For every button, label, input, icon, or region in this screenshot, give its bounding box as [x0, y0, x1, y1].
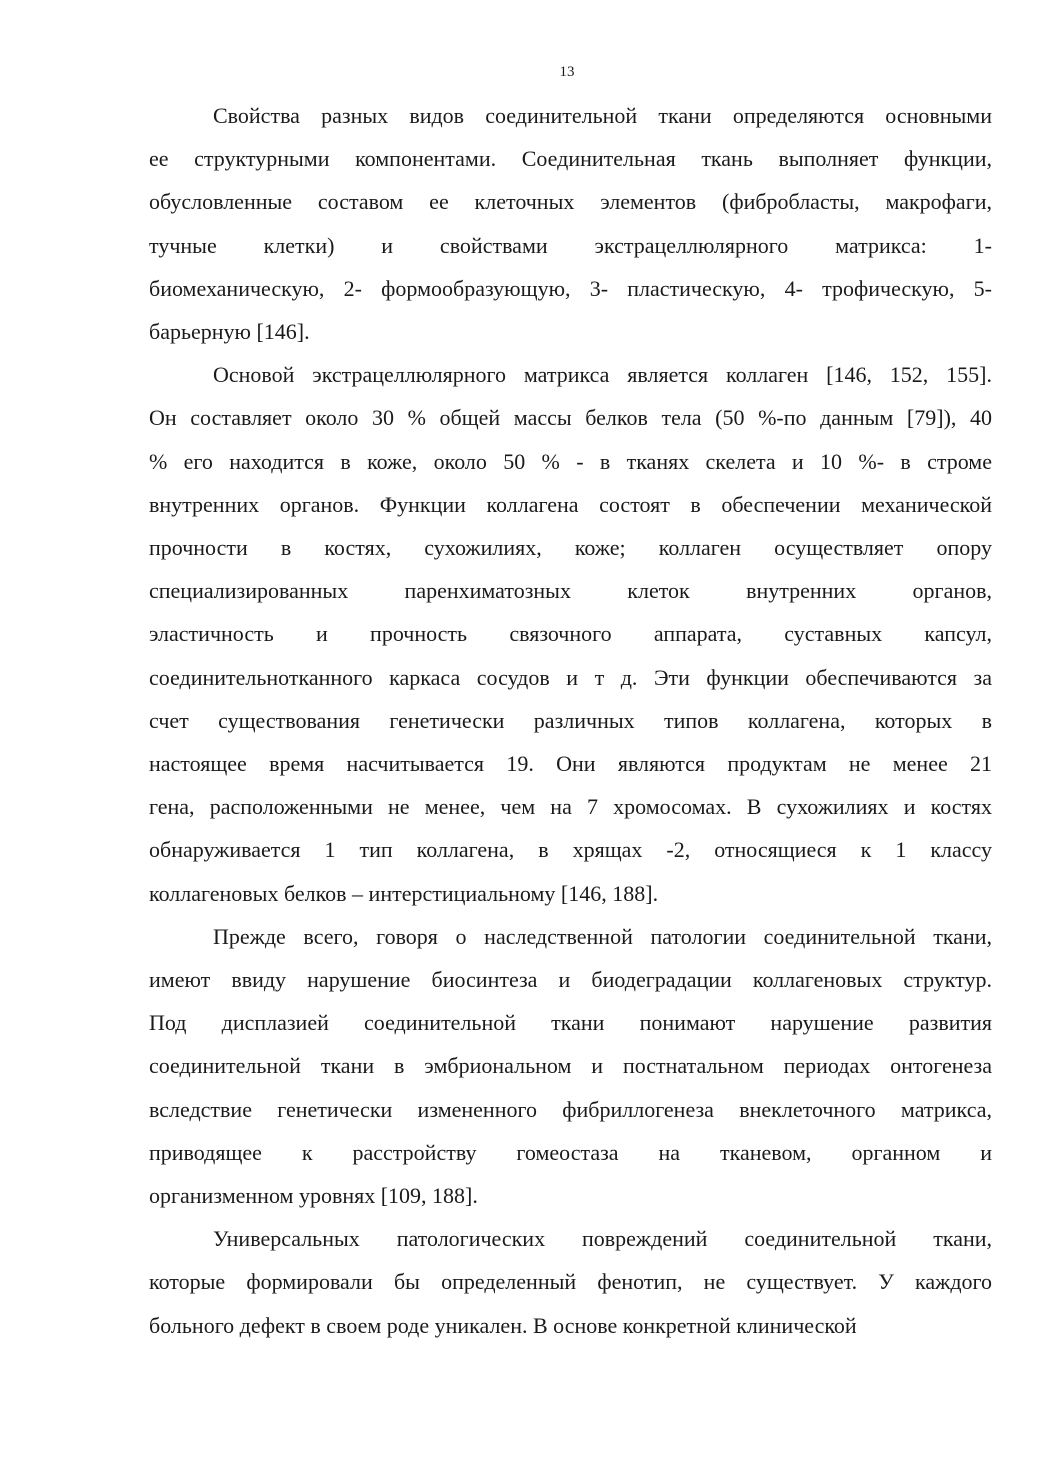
text-line: обнаруживается 1 тип коллагена, в хрящах -2, относящиеся к 1 классу — [149, 837, 992, 863]
text-line: вследствие генетически измененного фибриллогенеза внеклеточного матрикса, — [149, 1096, 992, 1122]
paragraph-2 — [149, 353, 992, 915]
paragraph-1 — [149, 94, 992, 353]
text-line: Универсальных патологических повреждений соединительной ткани, — [213, 1226, 992, 1252]
text-line: счет существования генетически различных типов коллагена, которых в — [149, 707, 992, 733]
text-line: Под дисплазией соединительной ткани понимают нарушение развития — [149, 1010, 992, 1036]
text-line: организменном уровнях [109, 188]. — [149, 1183, 478, 1209]
text-line: гена, расположенными не менее, чем на 7 хромосомах. В сухожилиях и костях — [149, 794, 992, 820]
text-line: приводящее к расстройству гомеостаза на тканевом, органном и — [149, 1139, 992, 1165]
paragraph-4 — [149, 1217, 992, 1347]
text-line: внутренних органов. Функции коллагена состоят в обеспечении механической — [149, 491, 992, 517]
text-line: прочности в костях, сухожилиях, коже; коллаген осуществляет опору — [149, 535, 992, 561]
paragraph-3 — [149, 915, 992, 1217]
text-line: Он составляет около 30 % общей массы белков тела (50 %-по данным [79]), 40 — [149, 405, 992, 431]
text-line: обусловленные составом ее клеточных элементов (фибробласты, макрофаги, — [149, 189, 992, 215]
text-line: % его находится в коже, около 50 % - в тканях скелета и 10 %- в строме — [149, 448, 992, 474]
text-line: эластичность и прочность связочного аппарата, суставных капсул, — [149, 621, 992, 647]
page-number: 13 — [559, 64, 575, 80]
text-line: Свойства разных видов соединительной ткани определяются основными — [213, 103, 992, 128]
text-line: соединительной ткани в эмбриональном и постнатальном периодах онтогенеза — [149, 1053, 992, 1079]
text-line: которые формировали бы определенный фенотип, не существует. У каждого — [149, 1269, 992, 1295]
text-line: ее структурными компонентами. Соединительная ткань выполняет функции, — [149, 146, 992, 172]
text-line: специализированных паренхиматозных клеток внутренних органов, — [149, 578, 992, 604]
text-line: барьерную [146]. — [149, 319, 310, 345]
document-body — [149, 94, 992, 1347]
text-line: настоящее время насчитывается 19. Они являются продуктам не менее 21 — [149, 751, 992, 777]
text-line: биомеханическую, 2- формообразующую, 3- пластическую, 4- трофическую, 5- — [149, 275, 992, 301]
text-line: Основой экстрацеллюлярного матрикса является коллаген [146, 152, 155]. — [213, 362, 992, 388]
text-line: коллагеновых белков – интерстициальному [146, 188]. — [149, 880, 659, 906]
text-line: Прежде всего, говоря о наследственной патологии соединительной ткани, — [213, 923, 992, 949]
text-line: соединительнотканного каркаса сосудов и т д. Эти функции обеспечиваются за — [149, 664, 992, 690]
text-line: имеют ввиду нарушение биосинтеза и биодеградации коллагеновых структур. — [149, 967, 992, 993]
text-line: больного дефект в своем роде уникален. В основе конкретной клинической — [149, 1312, 857, 1338]
text-line: тучные клетки) и свойствами экстрацеллюлярного матрикса: 1- — [149, 232, 992, 258]
